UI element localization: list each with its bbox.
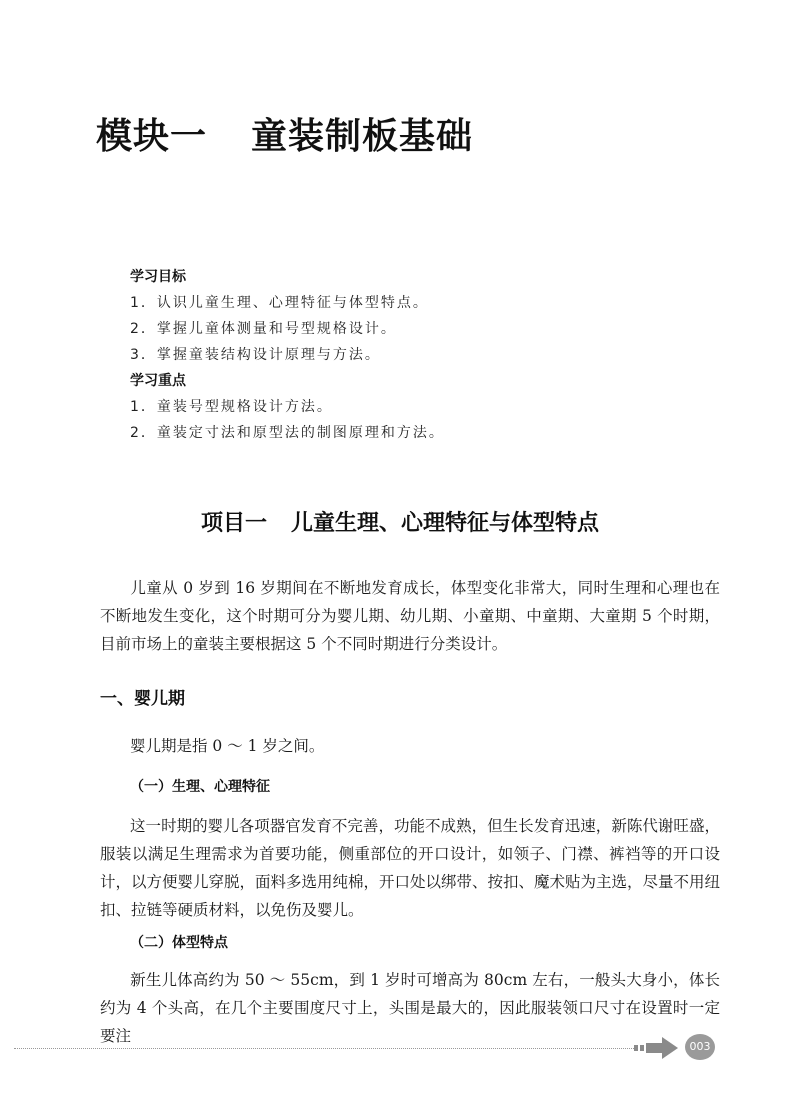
objective-item: 3．掌握童装结构设计原理与方法。 [130, 347, 381, 363]
module-title [96, 108, 473, 159]
arrow-right-icon [634, 1036, 680, 1060]
intro-text: 儿童从 0 岁到 16 岁期间在不断地发育成长，体型变化非常大，同时生理和心理也在不断地发生变化，这个时期可分为婴儿期、幼儿期、小童期、中童期、大童期 5 个时期，目前市场上的童装主要根据这 5 个不同时期进行分类设计。 [100, 579, 720, 653]
project-title [0, 506, 800, 537]
project-name: 儿童生理、心理特征与体型特点 [291, 511, 600, 536]
infancy-definition [100, 732, 720, 760]
subsection-heading-physiology: （一）生理、心理特征 [130, 779, 270, 795]
physiology-paragraph [100, 812, 720, 924]
section-heading-infancy: 一、婴儿期 [100, 689, 185, 709]
objective-item: 2．掌握儿童体测量和号型规格设计。 [130, 321, 397, 337]
page-number: 003 [685, 1034, 715, 1060]
body-shape-paragraph [100, 966, 720, 1050]
module-name: 童装制板基础 [251, 115, 474, 157]
key-point-item: 2．童装定寸法和原型法的制图原理和方法。 [130, 425, 445, 441]
intro-paragraph [100, 574, 720, 658]
objective-item: 1．认识儿童生理、心理特征与体型特点。 [130, 295, 429, 311]
project-number: 项目一 [200, 511, 267, 536]
infancy-definition-text: 婴儿期是指 0 ～ 1 岁之间。 [130, 737, 325, 755]
learning-goals-block [130, 264, 690, 446]
module-number: 模块一 [96, 115, 208, 157]
key-point-item: 1．童装号型规格设计方法。 [130, 399, 333, 415]
subsection-heading-body-shape: （二）体型特点 [130, 935, 228, 951]
objectives-heading: 学习目标 [130, 269, 186, 285]
physiology-text: 这一时期的婴儿各项器官发育不完善，功能不成熟，但生长发育迅速，新陈代谢旺盛，服装以满足生理需求为首要功能，侧重部位的开口设计，如领子、门襟、裤裆等的开口设计，以方便婴儿穿脱，面料多选用纯棉，开口处以绑带、按扣、魔术贴为主选，尽量不用纽扣、拉链等硬质材料，以免伤及婴儿。 [100, 817, 721, 919]
body-shape-text: 新生儿体高约为 50 ～ 55cm，到 1 岁时可增高为 80cm 左右，一般头大身小，体长约为 4 个头高，在几个主要围度尺寸上，头围是最大的，因此服装领口尺寸在设置时一定要注 [100, 971, 720, 1045]
footer-dotted-line [14, 1048, 636, 1049]
key-points-heading: 学习重点 [130, 373, 186, 389]
